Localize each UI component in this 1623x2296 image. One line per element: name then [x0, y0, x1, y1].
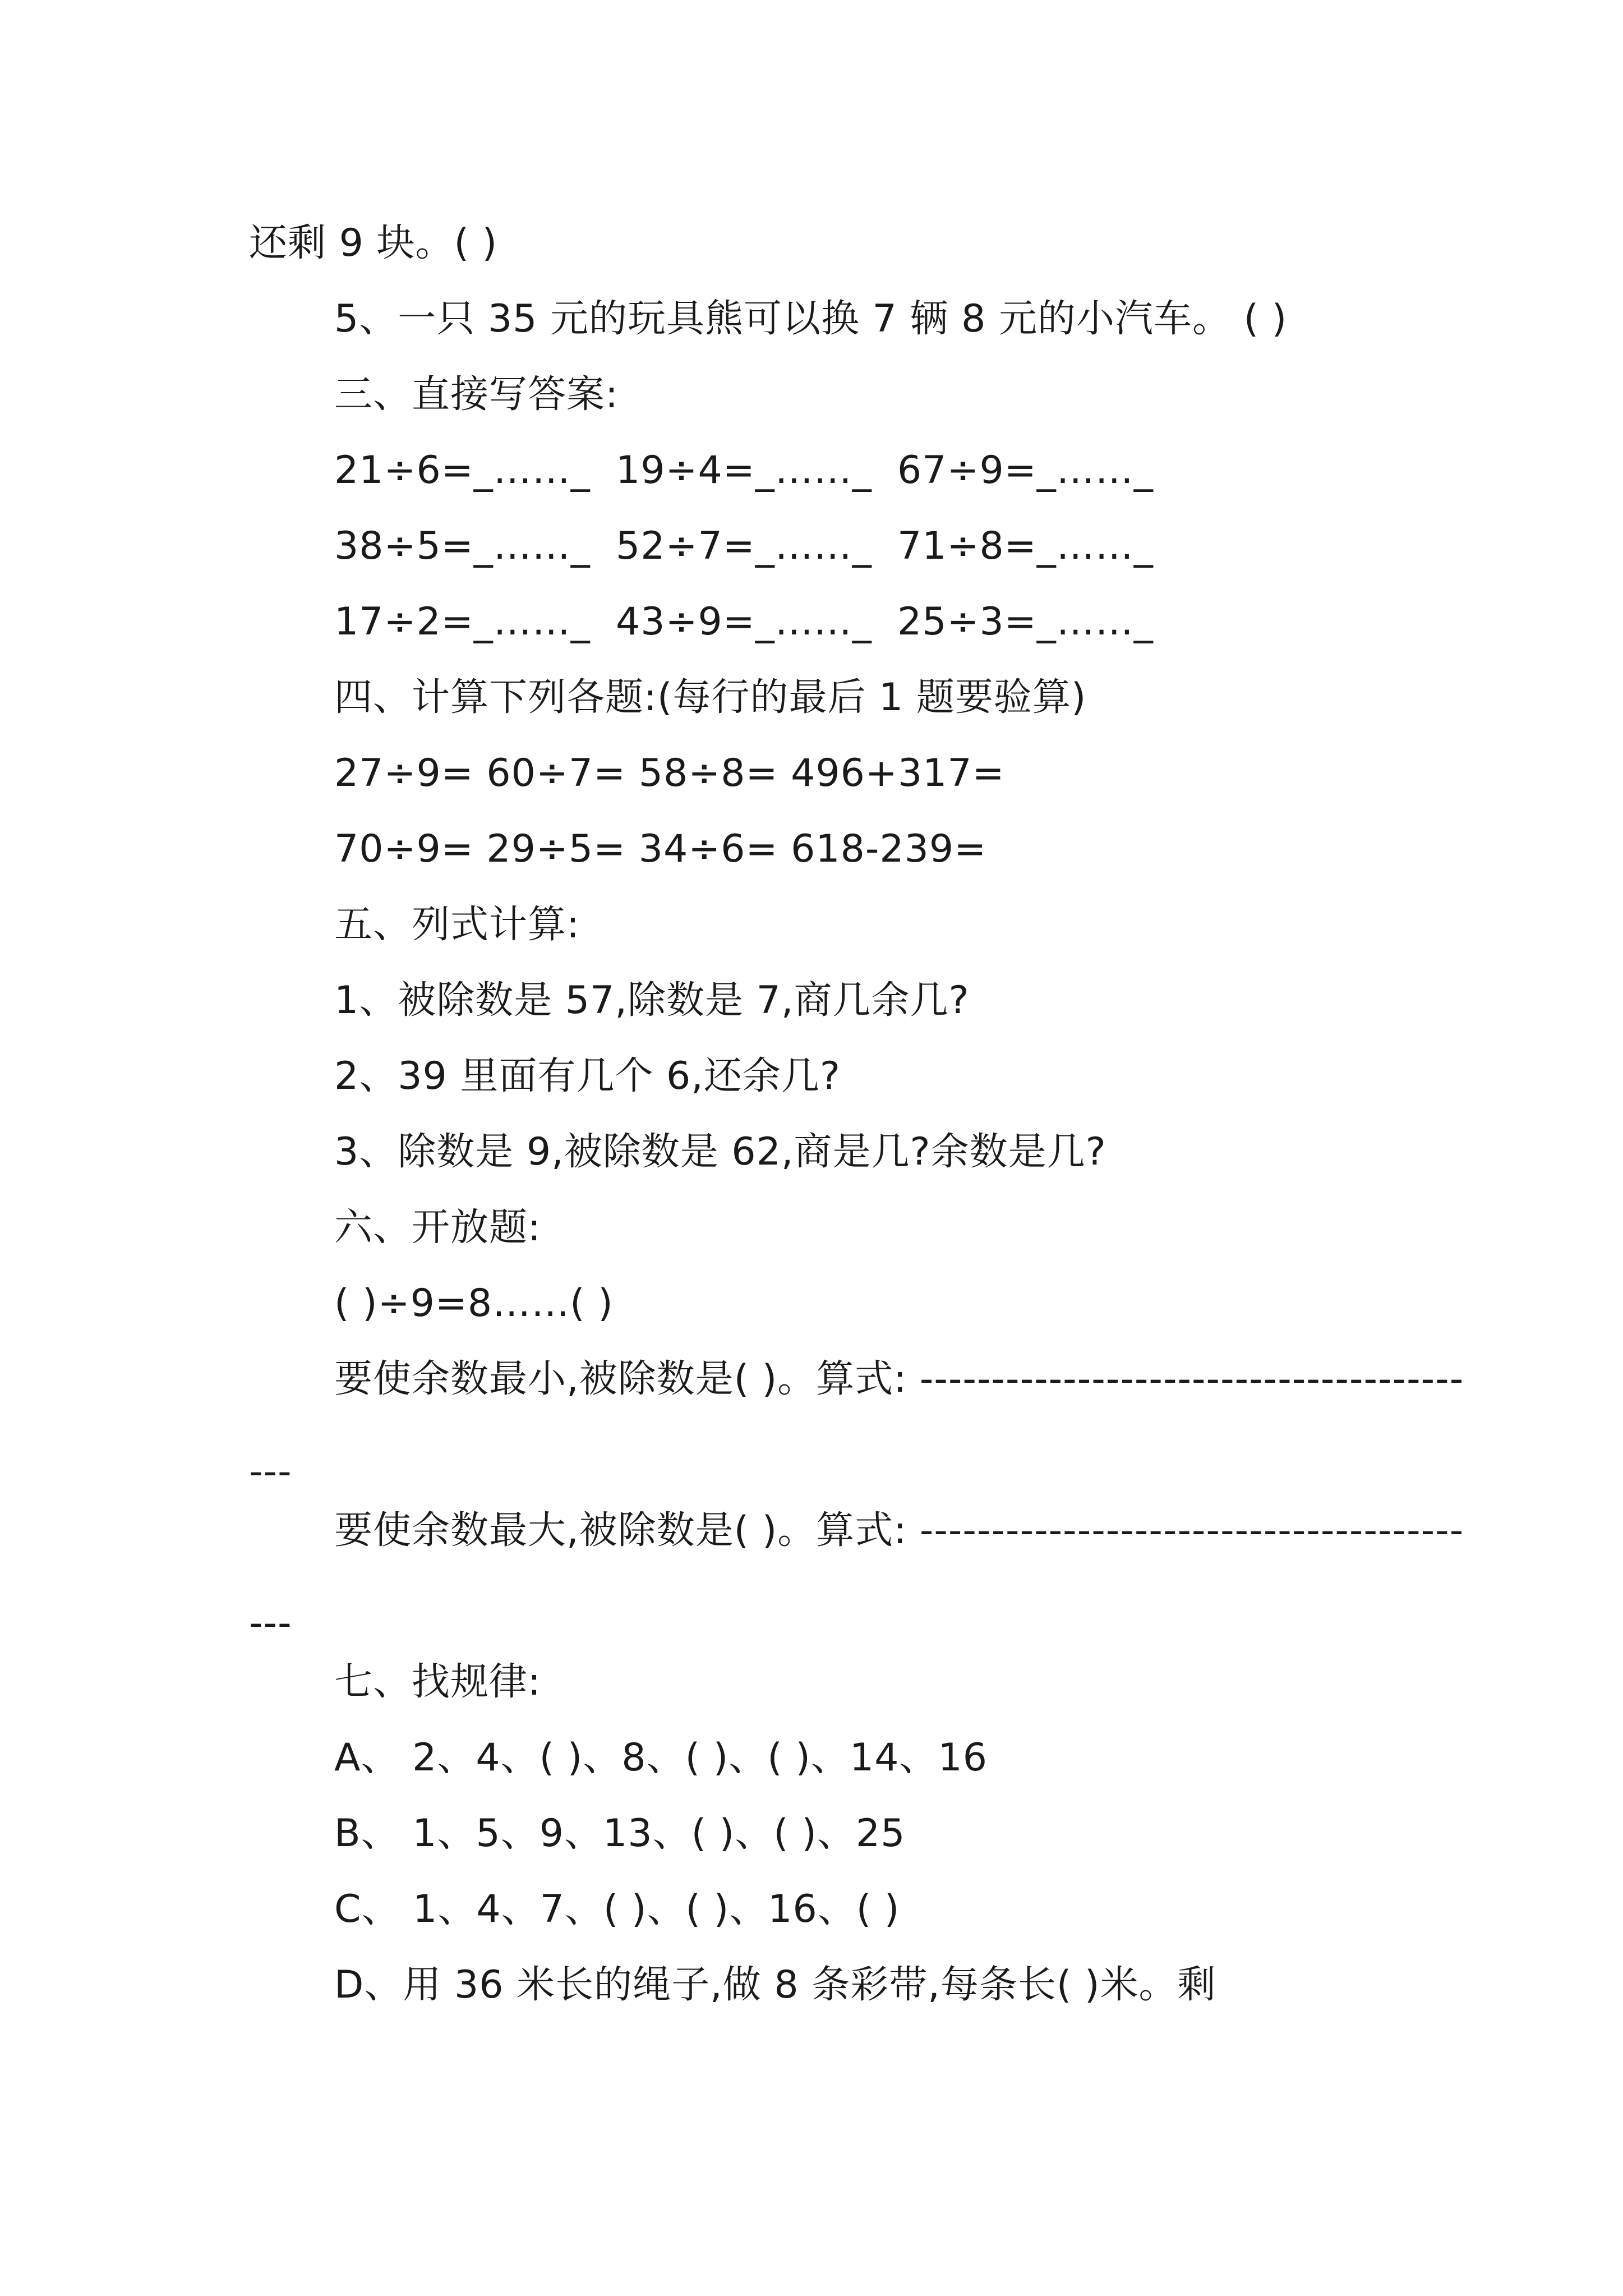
text-line-17: --- — [249, 1450, 292, 1494]
section-heading-6: 六、开放题: — [334, 1205, 541, 1250]
section-heading-3: 三、直接写答案: — [334, 372, 619, 417]
text-line-9: 70÷9= 29÷5= 34÷6= 618-239= — [334, 827, 987, 871]
text-line-6: 17÷2=_……_ 43÷9=_……_ 25÷3=_……_ — [334, 600, 1154, 644]
text-line-8: 27÷9= 60÷7= 58÷8= 496+317= — [334, 751, 1005, 795]
text-line-22: B、 1、5、9、13、( )、( )、25 — [334, 1811, 906, 1856]
text-line-16: 要使余数最小,被除数是( )。算式: -------------------------------------- — [334, 1357, 1464, 1401]
text-line-4: 21÷6=_……_ 19÷4=_……_ 67÷9=_……_ — [334, 448, 1154, 493]
text-line-12: 2、39 里面有几个 6,还余几? — [334, 1054, 841, 1098]
text-line-18: 要使余数最大,被除数是( )。算式: -------------------------------------- — [334, 1508, 1464, 1553]
text-line-5: 38÷5=_……_ 52÷7=_……_ 71÷8=_……_ — [334, 524, 1154, 568]
section-heading-7: 七、找规律: — [334, 1660, 541, 1704]
text-line-13: 3、除数是 9,被除数是 62,商是几?余数是几? — [334, 1130, 1106, 1174]
text-line-11: 1、被除数是 57,除数是 7,商几余几? — [334, 978, 970, 1023]
section-heading-4: 四、计算下列各题:(每行的最后 1 题要验算) — [334, 675, 1087, 720]
section-heading-5: 五、列式计算: — [334, 903, 580, 947]
text-line-21: A、 2、4、( )、8、( )、( )、14、16 — [334, 1736, 988, 1780]
text-line-1: 还剩 9 块。( ) — [249, 221, 498, 265]
text-line-15: ( )÷9=8……( ) — [334, 1281, 614, 1326]
text-line-24: D、用 36 米长的绳子,做 8 条彩带,每条长( )米。剩 — [334, 1963, 1216, 2007]
text-line-19: --- — [249, 1601, 292, 1645]
text-line-2: 5、一只 35 元的玩具熊可以换 7 辆 8 元的小汽车。 ( ) — [334, 297, 1288, 341]
text-line-23: C、 1、4、7、( )、( )、16、( ) — [334, 1887, 900, 1931]
